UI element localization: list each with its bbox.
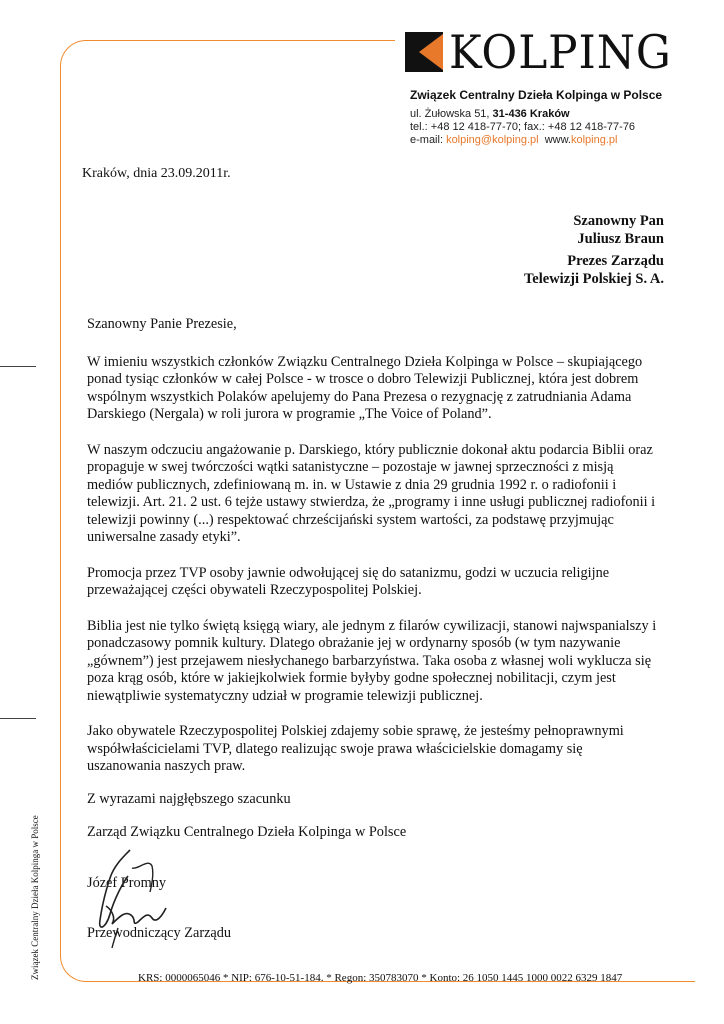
paragraph: W imieniu wszystkich członków Związku Centralnego Dzieła Kolpinga w Polsce – skupiającego ponad tysiąc członków w całej Polsce - w trosce o dobro Telewizji Publicznej, która jest dobrem wspólnym wszystkich Polaków apelujemy do Pana Prezesa o rezygnację z zatrudniania Adama Darskiego (Nergala) w roli jurora w programie „The Voice of Poland”.: [87, 353, 643, 422]
address-street: ul. Żułowska 51,: [410, 108, 493, 120]
fold-mark: [0, 718, 36, 719]
footer-registration: KRS: 0000065046 * NIP: 676-10-51-184. * Regon: 350783070 * Konto: 26 1050 1445 1000 0022 6329 1847: [138, 972, 623, 984]
salutation: Szanowny Panie Prezesie,: [87, 316, 237, 332]
address-line: [410, 108, 570, 120]
recipient-block: [573, 212, 664, 248]
recipient-line: Szanowny Pan: [573, 213, 664, 229]
fold-mark: [0, 366, 36, 367]
kolping-logo-icon: [405, 32, 443, 72]
paragraph: W naszym odczuciu angażowanie p. Darskiego, który publicznie dokonał aktu podarcia Biblii oraz propaguje w swej twórczości wątki satanistyczne – pozostaje w jawnej sprzeczności z misją mediów publicznych, zdefiniowaną m. in. w Ustawie z dnia 29 grudnia 1992 r. o radiofonii i telewizji. Art. 21. 2 ust. 6 tejże ustawy stwierdza, że „programy i inne usługi publicznej radiofonii i telewizji powinny (...) respektować chrześcijański system wartości, za podstawę przyjmując uniwersalne zasady etyki”.: [87, 441, 656, 545]
www-link[interactable]: kolping.pl: [570, 134, 618, 146]
phone-line: tel.: +48 12 418-77-70; fax.: +48 12 418-77-76: [410, 121, 636, 133]
paragraph: Biblia jest nie tylko świętą księgą wiary, ale jednym z filarów cywilizacji, stanowi najwspanialszy i ponadczasowy pomnik kultury. Dlatego obrażanie jej w ordynarny sposób (w tym nazywanie „gównem”) jest przejawem niesłychanego barbarzyństwa. Taka osoba z własnej woli wyklucza się poza krąg osób, które w jakiejkolwiek formie byłyby godne społecznej nobilitacji, czym jest niewątpliwie systematyczny udział w programie telewizji publicznej.: [87, 617, 657, 704]
handwritten-signature: [92, 848, 182, 953]
date-line: Kraków, dnia 23.09.2011r.: [82, 166, 231, 181]
www-label: www.: [544, 134, 571, 146]
address-postal: 31-436 Kraków: [492, 108, 570, 120]
kolping-logo: [405, 25, 684, 79]
closing-board: Zarząd Związku Centralnego Dzieła Kolpinga w Polsce: [87, 824, 407, 840]
org-name: Związek Centralny Dzieła Kolpinga w Polsce: [410, 88, 663, 102]
signer-title: Przewodniczący Zarządu: [87, 925, 232, 941]
contact-line: [410, 134, 617, 146]
email-label: e-mail:: [410, 134, 447, 146]
paragraph: Jako obywatele Rzeczypospolitej Polskiej zdajemy sobie sprawę, że jesteśmy pełnoprawnymi współwłaścicielami TVP, dlatego realizując swoje prawa właścicielskie domagamy się uszanowania naszych praw.: [87, 723, 624, 774]
paragraph: Promocja przez TVP osoby jawnie odwołującej się do satanizmu, godzi w uczucia religijne przeważającej części obywateli Rzeczypospolitej Polskiej.: [87, 564, 610, 598]
letter-body: [87, 316, 657, 794]
recipient-title-block: [524, 252, 664, 288]
vertical-org-name: Związek Centralny Dzieła Kolpinga w Polsce: [30, 815, 40, 980]
recipient-line: Juliusz Braun: [577, 231, 664, 247]
recipient-line: Telewizji Polskiej S. A.: [523, 271, 664, 287]
closing-regards: Z wyrazami najgłębszego szacunku: [87, 791, 291, 807]
email-link[interactable]: kolping@kolping.pl: [446, 134, 539, 146]
recipient-line: Prezes Zarządu: [567, 253, 664, 269]
signer-name: Józef Promny: [87, 875, 167, 891]
logo-text: KOLPING: [449, 25, 672, 79]
